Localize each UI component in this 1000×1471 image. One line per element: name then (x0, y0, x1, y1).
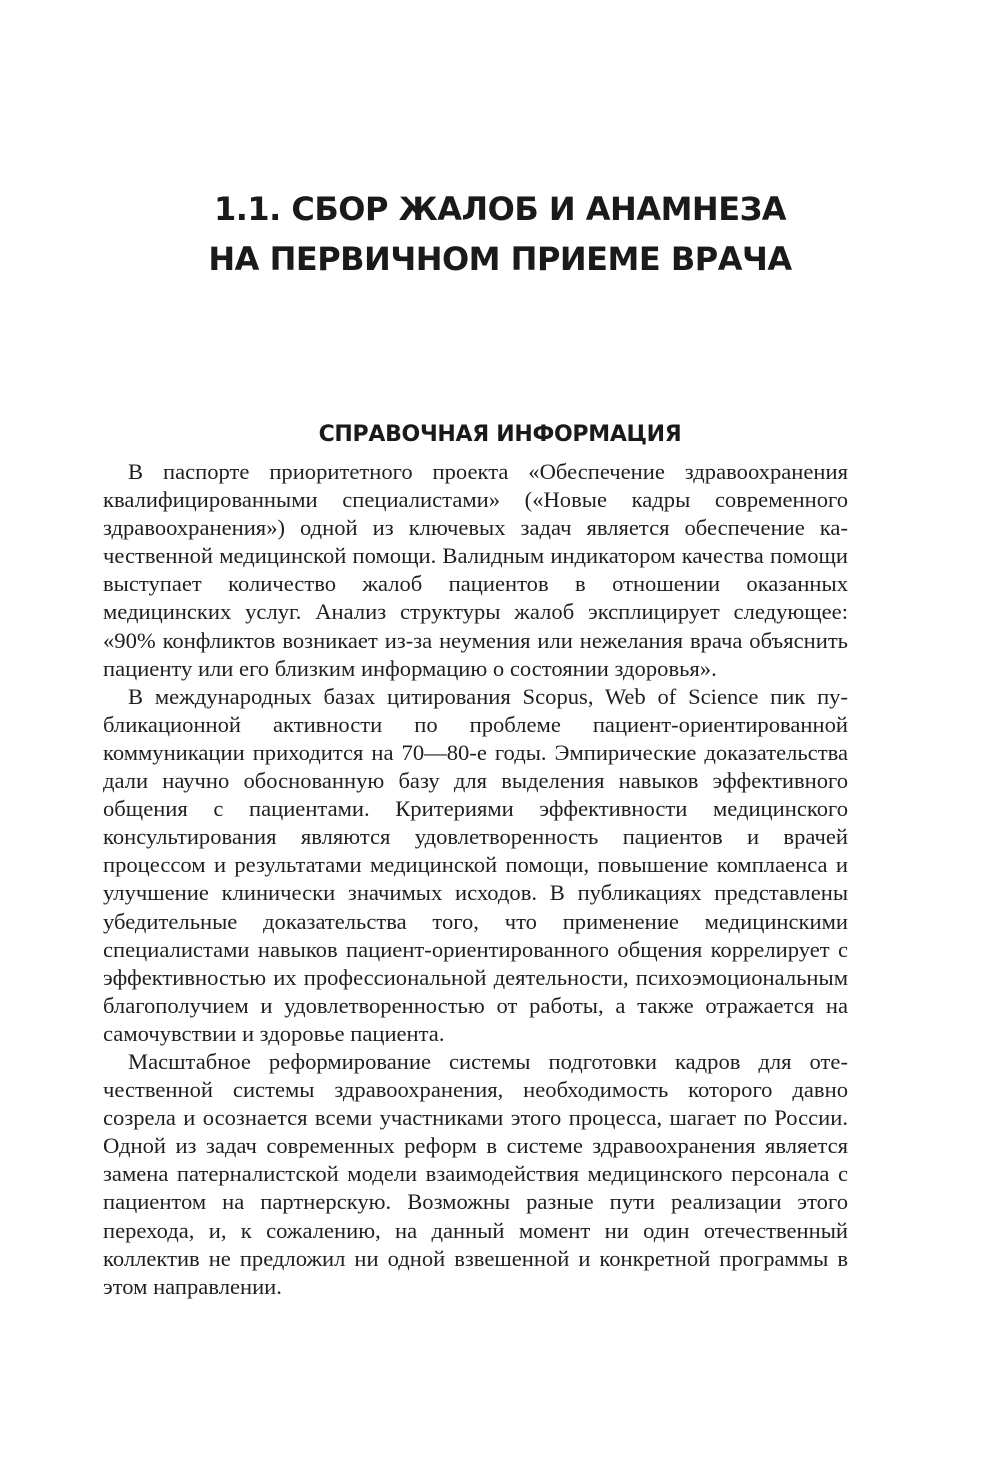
chapter-title (120, 184, 880, 284)
paragraph-3: Масштабное реформирование системы подготовки кадров для отечественной системы здравоохранения, необходимость которого давно созрела и осознается всеми участниками этого процесса, шагает по России. Одной из задач современных реформ в системе здравоохранения является замена патерналистской модели взаимодействия медицинского персонала с пациентом на партнерскую. Возможны разные пути реализации этого перехода, и, к сожалению, на данный момент ни один отечественный коллектив не предложил ни одной взвешенной и конкретной программы в этом направлении. (103, 1048, 848, 1299)
paragraph-1: В паспорте приоритетного проекта «Обеспечение здравоохранения квалифицированными специалистами» («Новые кадры современного здравоохранения») одной из ключевых задач является обеспечение качественной медицинской помощи. Валидным индикатором качества помощи выступает количество жалоб пациентов в отношении оказанных медицинских услуг. Анализ структуры жалоб эксплицирует следующее: «90% конфликтов возникает из-за неумения или нежелания врача объяснить пациенту или его близким информацию о состоянии здоровья». (103, 459, 848, 681)
chapter-title-line-1: 1.1. СБОР ЖАЛОБ И АНАМНЕЗА (213, 190, 787, 228)
paragraph-2: В международных базах цитирования Scopus, Web of Science пик публикационной активности по проблеме пациент-ориентированной коммуникации приходится на 70—80-е годы. Эмпирические доказательства дали научно обоснованную базу для выделения навыков эффективного общения с пациентами. Критериями эффективности медицинского консультирования являются удовлетворенность пациентов и врачей процессом и результатами медицинской помощи, повышение комплаенса и улучшение клинически значимых исходов. В публикациях представлены убедительные доказательства того, что применение медицинскими специалистами навыков пациент-ориентированного общения коррелирует с эффективностью их профессиональной деятельности, психоэмоциональным благополучием и удовлетворенностью от работы, а также отражается на самочувствии и здоровье пациента. (103, 683, 848, 1046)
section-title: СПРАВОЧНАЯ ИНФОРМАЦИЯ (318, 422, 682, 447)
body-text (103, 458, 848, 1301)
chapter-title-line-2: НА ПЕРВИЧНОМ ПРИЕМЕ ВРАЧА (208, 240, 792, 278)
